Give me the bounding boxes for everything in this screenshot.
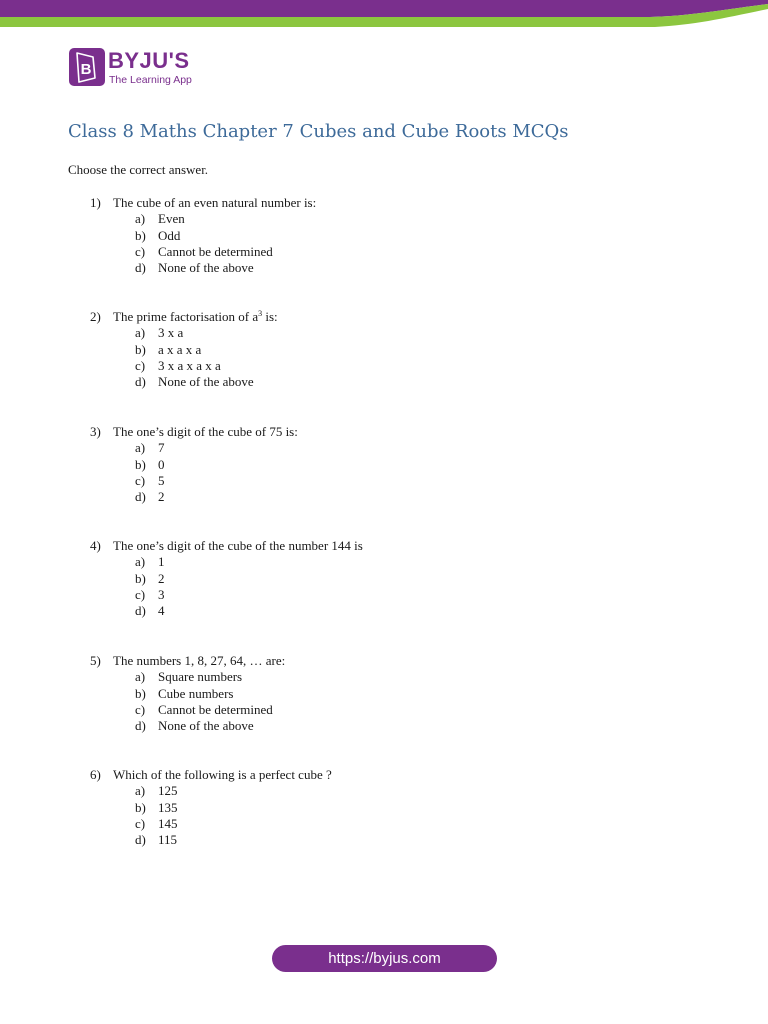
footer-url-link[interactable]: https://byjus.com [272,945,497,972]
option-letter: c) [135,701,146,717]
option-a [90,211,316,227]
page-title: Class 8 Maths Chapter 7 Cubes and Cube Roots MCQs [68,121,569,142]
option-d [90,718,285,734]
option-text: 115 [158,832,178,848]
option-letter: a) [135,783,146,799]
option-letter: b) [135,799,146,815]
question-text: The numbers 1, 8, 27, 64, … are: [113,653,286,668]
question-stem [90,767,332,783]
header-banner [0,0,768,30]
question-text: The one’s digit of the cube of 75 is: [113,424,298,439]
option-c [90,587,363,603]
option-text: 5 [158,472,165,488]
exponent: 3 [258,309,263,318]
brand-tagline: The Learning App [109,74,192,86]
question-text: The cube of an even natural number is: [113,195,317,210]
byjus-logo [69,48,209,90]
option-text: 125 [158,783,178,799]
question-text: The prime factorisation of a [113,309,259,324]
option-text: 4 [158,603,165,619]
brand-name: BYJU'S [108,48,190,73]
question-number: 1) [90,195,101,210]
option-d [90,374,278,390]
option-letter: d) [135,832,146,848]
question-number: 5) [90,653,101,668]
option-text: None of the above [158,374,254,390]
option-letter: c) [135,586,146,602]
option-text: 7 [158,440,165,456]
option-text: Cannot be determined [158,701,273,717]
option-a [90,669,285,685]
option-text: 2 [158,570,165,586]
question-text-end: is: [262,309,278,324]
option-text: Even [158,211,185,227]
option-letter: d) [135,260,146,276]
question-number: 6) [90,767,101,782]
option-text: None of the above [158,260,254,276]
option-letter: c) [135,357,146,373]
option-d [90,489,298,505]
option-letter: d) [135,718,146,734]
option-letter: b) [135,570,146,586]
question-number: 2) [90,309,101,324]
question-5 [90,653,285,734]
option-text: 135 [158,799,178,815]
question-stem [90,538,363,554]
option-text: Odd [158,227,181,243]
option-letter: c) [135,243,146,259]
option-c [90,473,298,489]
option-text: Cube numbers [158,685,234,701]
option-a [90,325,278,341]
option-b [90,457,298,473]
question-2 [90,309,278,390]
option-letter: d) [135,374,146,390]
question-1 [90,195,316,276]
option-letter: b) [135,685,146,701]
option-letter: a) [135,211,146,227]
question-text: Which of the following is a perfect cube ? [113,767,332,782]
option-text: 2 [158,489,165,505]
option-text: 3 [158,586,165,602]
question-4 [90,538,363,619]
option-d [90,260,316,276]
question-stem [90,195,316,211]
option-a [90,783,332,799]
option-letter: d) [135,603,146,619]
option-text: 0 [158,456,165,472]
option-a [90,554,363,570]
option-b [90,686,285,702]
option-a [90,440,298,456]
option-c [90,358,278,374]
option-b [90,800,332,816]
option-letter: a) [135,440,146,456]
option-c [90,244,316,260]
option-text: 3 x a x a x a [158,357,221,373]
option-letter: c) [135,815,146,831]
question-number: 4) [90,538,101,553]
option-letter: d) [135,489,146,505]
instructions: Choose the correct answer. [68,162,209,177]
option-letter: a) [135,325,146,341]
logo-b-icon [69,48,105,86]
question-stem [90,653,285,669]
option-c [90,702,285,718]
option-text: 1 [158,554,165,570]
question-3 [90,424,298,505]
option-b [90,228,316,244]
option-text: a x a x a [158,341,202,357]
option-text: None of the above [158,718,254,734]
option-letter: b) [135,227,146,243]
option-text: 145 [158,815,178,831]
option-letter: b) [135,456,146,472]
question-text: The one’s digit of the cube of the number 144 is [113,538,363,553]
option-d [90,832,332,848]
question-number: 3) [90,424,101,439]
question-6 [90,767,332,848]
option-text: Cannot be determined [158,243,273,259]
question-stem [90,424,298,440]
option-d [90,603,363,619]
option-letter: b) [135,341,146,357]
logo-b-letter: B [80,61,92,78]
option-letter: c) [135,472,146,488]
option-letter: a) [135,669,146,685]
option-text: Square numbers [158,669,243,685]
option-letter: a) [135,554,146,570]
option-text: 3 x a [158,325,184,341]
question-stem [90,309,278,325]
option-b [90,342,278,358]
option-c [90,816,332,832]
option-b [90,571,363,587]
